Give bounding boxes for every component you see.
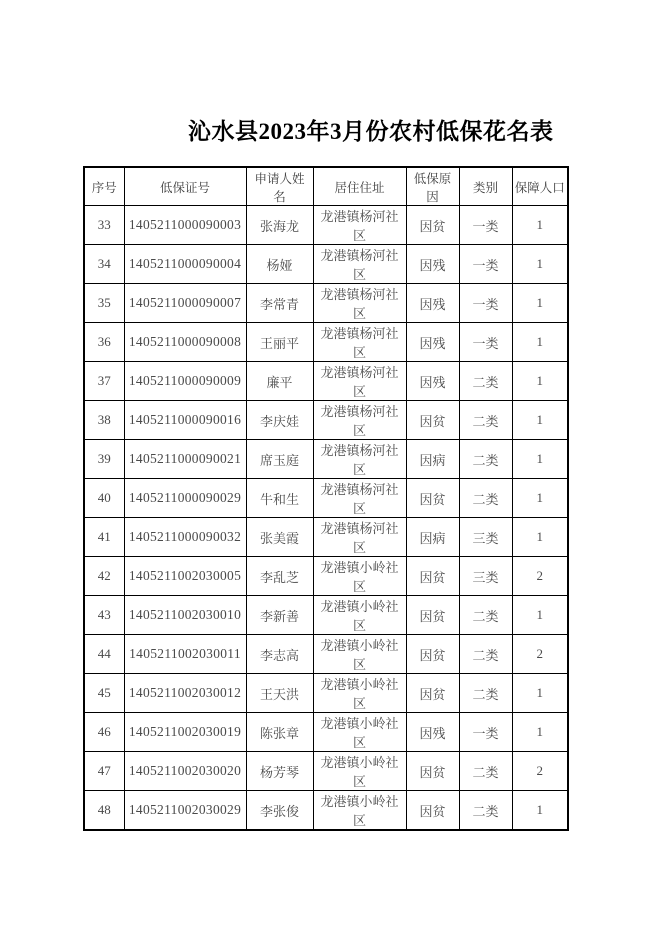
table-row [84,713,568,752]
cell-name: 张海龙 [246,206,313,245]
cell-cert-no: 1405211002030005 [124,557,246,596]
cell-address: 龙港镇小岭社区 [313,674,406,713]
cell-reason: 因残 [406,362,459,401]
cell-category: 一类 [459,284,512,323]
cell-seq: 39 [84,440,124,479]
table-row [84,479,568,518]
cell-name: 李庆娃 [246,401,313,440]
table-row [84,752,568,791]
cell-cert-no: 1405211000090032 [124,518,246,557]
cell-population: 2 [512,557,568,596]
cell-cert-no: 1405211000090021 [124,440,246,479]
cell-address: 龙港镇杨河社区 [313,323,406,362]
cell-name: 李常青 [246,284,313,323]
cell-address: 龙港镇杨河社区 [313,479,406,518]
cell-category: 一类 [459,323,512,362]
table-body [84,206,568,831]
cell-seq: 33 [84,206,124,245]
cell-seq: 47 [84,752,124,791]
cell-name: 席玉庭 [246,440,313,479]
cell-name: 李张俊 [246,791,313,831]
cell-name: 王丽平 [246,323,313,362]
cell-population: 1 [512,323,568,362]
cell-reason: 因残 [406,713,459,752]
cell-reason: 因贫 [406,674,459,713]
table-row [84,206,568,245]
cell-population: 1 [512,245,568,284]
cell-reason: 因残 [406,323,459,362]
cell-reason: 因贫 [406,401,459,440]
cell-population: 1 [512,791,568,831]
cell-reason: 因贫 [406,557,459,596]
cell-reason: 因残 [406,245,459,284]
cell-category: 二类 [459,791,512,831]
cell-reason: 因贫 [406,596,459,635]
column-header-population: 保障人口 [512,167,568,206]
cell-category: 二类 [459,635,512,674]
cell-reason: 因病 [406,440,459,479]
cell-name: 张美霞 [246,518,313,557]
cell-address: 龙港镇杨河社区 [313,440,406,479]
cell-name: 王天洪 [246,674,313,713]
cell-address: 龙港镇小岭社区 [313,713,406,752]
cell-seq: 46 [84,713,124,752]
cell-address: 龙港镇小岭社区 [313,791,406,831]
cell-category: 一类 [459,245,512,284]
column-header-cert-no: 低保证号 [124,167,246,206]
cell-category: 二类 [459,362,512,401]
cell-category: 一类 [459,713,512,752]
cell-seq: 42 [84,557,124,596]
table-header [84,167,568,206]
cell-cert-no: 1405211002030012 [124,674,246,713]
cell-population: 2 [512,752,568,791]
column-header-seq: 序号 [84,167,124,206]
cell-seq: 48 [84,791,124,831]
cell-category: 二类 [459,596,512,635]
cell-population: 1 [512,479,568,518]
cell-address: 龙港镇杨河社区 [313,206,406,245]
table-row [84,401,568,440]
cell-seq: 45 [84,674,124,713]
cell-reason: 因贫 [406,791,459,831]
cell-category: 二类 [459,674,512,713]
cell-reason: 因贫 [406,479,459,518]
cell-cert-no: 1405211000090007 [124,284,246,323]
table-row [84,791,568,831]
cell-cert-no: 1405211000090008 [124,323,246,362]
table-row [84,596,568,635]
table-row [84,245,568,284]
cell-address: 龙港镇小岭社区 [313,752,406,791]
cell-category: 二类 [459,401,512,440]
cell-population: 1 [512,674,568,713]
cell-name: 杨娅 [246,245,313,284]
cell-category: 三类 [459,557,512,596]
table-row [84,518,568,557]
cell-population: 1 [512,713,568,752]
cell-address: 龙港镇小岭社区 [313,635,406,674]
table-row [84,323,568,362]
cell-cert-no: 1405211000090004 [124,245,246,284]
cell-cert-no: 1405211002030011 [124,635,246,674]
table-row [84,284,568,323]
cell-address: 龙港镇杨河社区 [313,362,406,401]
cell-category: 一类 [459,206,512,245]
table-row [84,440,568,479]
cell-name: 陈张章 [246,713,313,752]
cell-reason: 因贫 [406,206,459,245]
cell-cert-no: 1405211000090003 [124,206,246,245]
cell-population: 2 [512,635,568,674]
cell-seq: 41 [84,518,124,557]
cell-population: 1 [512,518,568,557]
cell-seq: 34 [84,245,124,284]
cell-address: 龙港镇小岭社区 [313,557,406,596]
header-row [84,167,568,206]
cell-reason: 因残 [406,284,459,323]
cell-seq: 43 [84,596,124,635]
table-row [84,362,568,401]
cell-cert-no: 1405211002030020 [124,752,246,791]
cell-cert-no: 1405211000090009 [124,362,246,401]
cell-population: 1 [512,362,568,401]
cell-seq: 44 [84,635,124,674]
cell-address: 龙港镇小岭社区 [313,596,406,635]
cell-seq: 38 [84,401,124,440]
cell-cert-no: 1405211000090029 [124,479,246,518]
cell-name: 杨芳琴 [246,752,313,791]
cell-cert-no: 1405211000090016 [124,401,246,440]
cell-name: 廉平 [246,362,313,401]
cell-name: 李乱芝 [246,557,313,596]
column-header-category: 类别 [459,167,512,206]
column-header-address: 居住住址 [313,167,406,206]
cell-address: 龙港镇杨河社区 [313,518,406,557]
cell-cert-no: 1405211002030010 [124,596,246,635]
cell-reason: 因贫 [406,752,459,791]
cell-name: 李新善 [246,596,313,635]
cell-seq: 36 [84,323,124,362]
cell-cert-no: 1405211002030019 [124,713,246,752]
cell-population: 1 [512,401,568,440]
column-header-reason: 低保原因 [406,167,459,206]
cell-category: 二类 [459,440,512,479]
cell-population: 1 [512,284,568,323]
cell-seq: 40 [84,479,124,518]
column-header-name: 申请人姓名 [246,167,313,206]
cell-name: 李志高 [246,635,313,674]
cell-address: 龙港镇杨河社区 [313,284,406,323]
page-title: 沁水县2023年3月份农村低保花名表 [188,119,554,144]
cell-name: 牛和生 [246,479,313,518]
roster-table [83,166,569,831]
cell-population: 1 [512,206,568,245]
cell-category: 二类 [459,752,512,791]
cell-seq: 35 [84,284,124,323]
cell-address: 龙港镇杨河社区 [313,245,406,284]
cell-population: 1 [512,440,568,479]
table-row [84,635,568,674]
cell-population: 1 [512,596,568,635]
cell-reason: 因贫 [406,635,459,674]
cell-category: 二类 [459,479,512,518]
table-row [84,557,568,596]
cell-address: 龙港镇杨河社区 [313,401,406,440]
cell-category: 三类 [459,518,512,557]
cell-seq: 37 [84,362,124,401]
cell-cert-no: 1405211002030029 [124,791,246,831]
cell-reason: 因病 [406,518,459,557]
table-row [84,674,568,713]
